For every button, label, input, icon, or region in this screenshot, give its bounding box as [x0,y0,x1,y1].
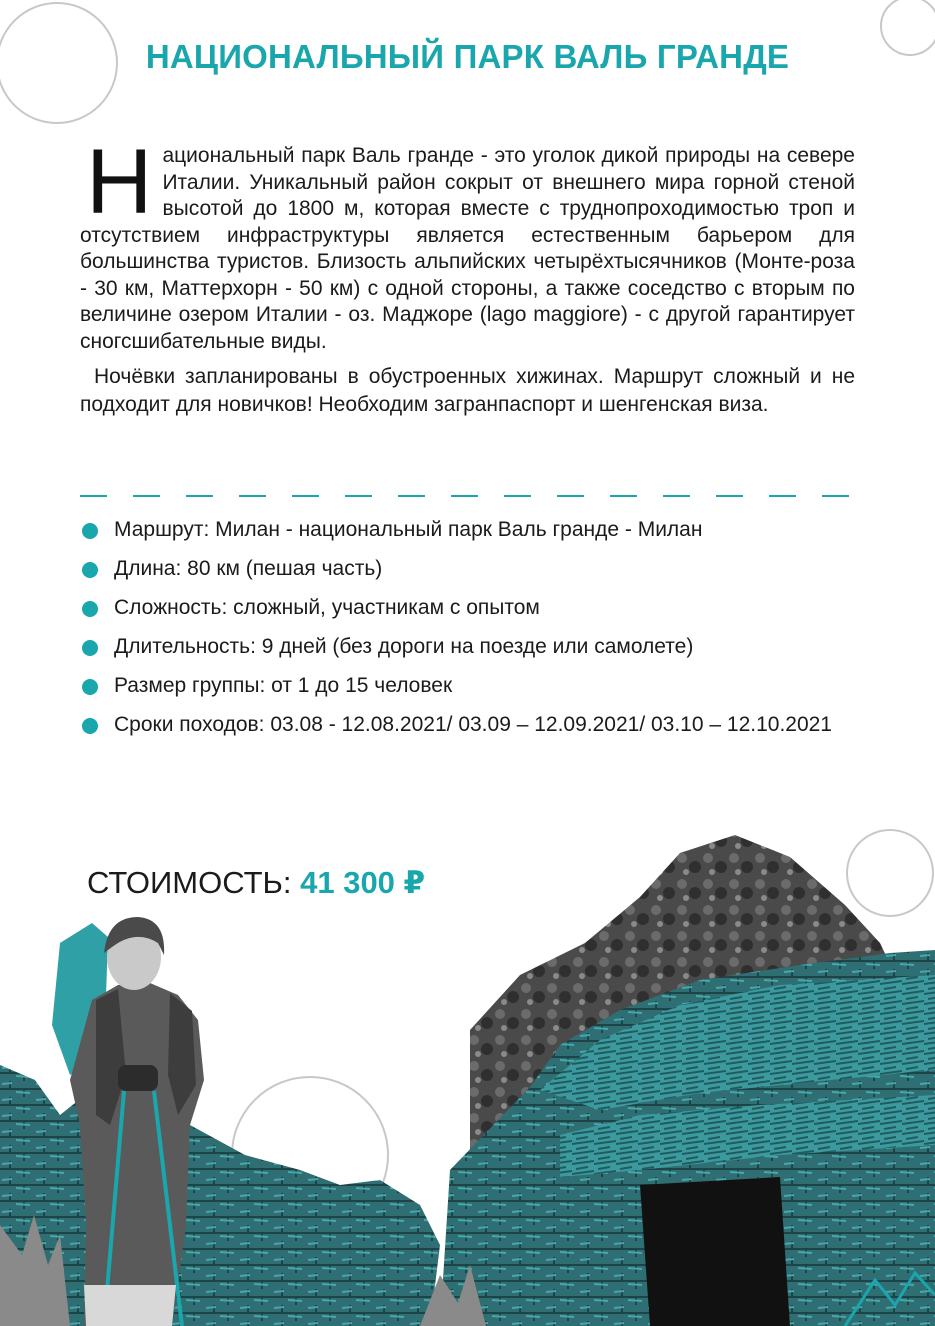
fact-length [82,553,832,592]
fact-text: Размер группы: от 1 до 15 человек [114,674,453,697]
fact-group-size [82,670,832,709]
price-amount: 41 300 ₽ [300,865,426,900]
intro-text: ациональный парк Валь гранде - это уголок дикой природы на севере Италии. Уникальный район сокрыт от внешнего мира горной стеной высотой до 1800 м, которая вместе с труднопроходимостью троп и отсутствием инфраструктуры является естественным барьером для большинства туристов. Близость альпийских четырёхтысячников (Монте-роза - 30 км, Маттерхорн - 50 км) с одной стороны, а также соседство с вторым по величине озером Италии - оз. Маджоре (lago maggiore) - с другой гарантирует сногсшибательные виды. [80,144,855,353]
teal-dot-icon [82,562,98,578]
teal-dot-icon [82,601,98,617]
left-stone-ruins [0,1065,440,1326]
tour-facts-list [82,514,832,748]
page-title: НАЦИОНАЛЬНЫЙ ПАРК ВАЛЬ ГРАНДЕ [145,38,790,75]
teal-dot-icon [82,679,98,695]
teal-dot-icon [82,523,98,539]
fact-text: Сроки походов: 03.08 - 12.08.2021/ 03.09 – 12.09.2021/ 03.10 – 12.10.2021 [114,713,832,736]
fact-dates [82,709,832,748]
drop-cap: Н [86,131,153,233]
fact-route [82,514,832,553]
decor-circle-right [847,830,933,916]
hut-doorway [640,1177,790,1326]
price-label: СТОИМОСТЬ: [87,865,292,900]
intro-paragraph [80,131,855,355]
hiker-stone-huts-photo [0,825,935,1326]
teal-dot-icon [82,640,98,656]
fact-difficulty [82,592,832,631]
fact-duration [82,631,832,670]
fact-text: Длительность: 9 дней (без дороги на поезде или самолете) [114,635,694,658]
fact-text: Длина: 80 км (пешая часть) [114,557,383,580]
fact-text: Сложность: сложный, участникам с опытом [114,596,540,619]
dashed-divider [80,495,855,497]
teal-dot-icon [82,718,98,734]
note-paragraph: Ночёвки запланированы в обустроенных хижинах. Маршрут сложный и не подходит для новичков! Необходим загранпаспорт и шенгенская виза. [80,365,855,416]
description [80,131,855,419]
fact-text: Маршрут: Милан - национальный парк Валь гранде - Милан [114,518,703,541]
